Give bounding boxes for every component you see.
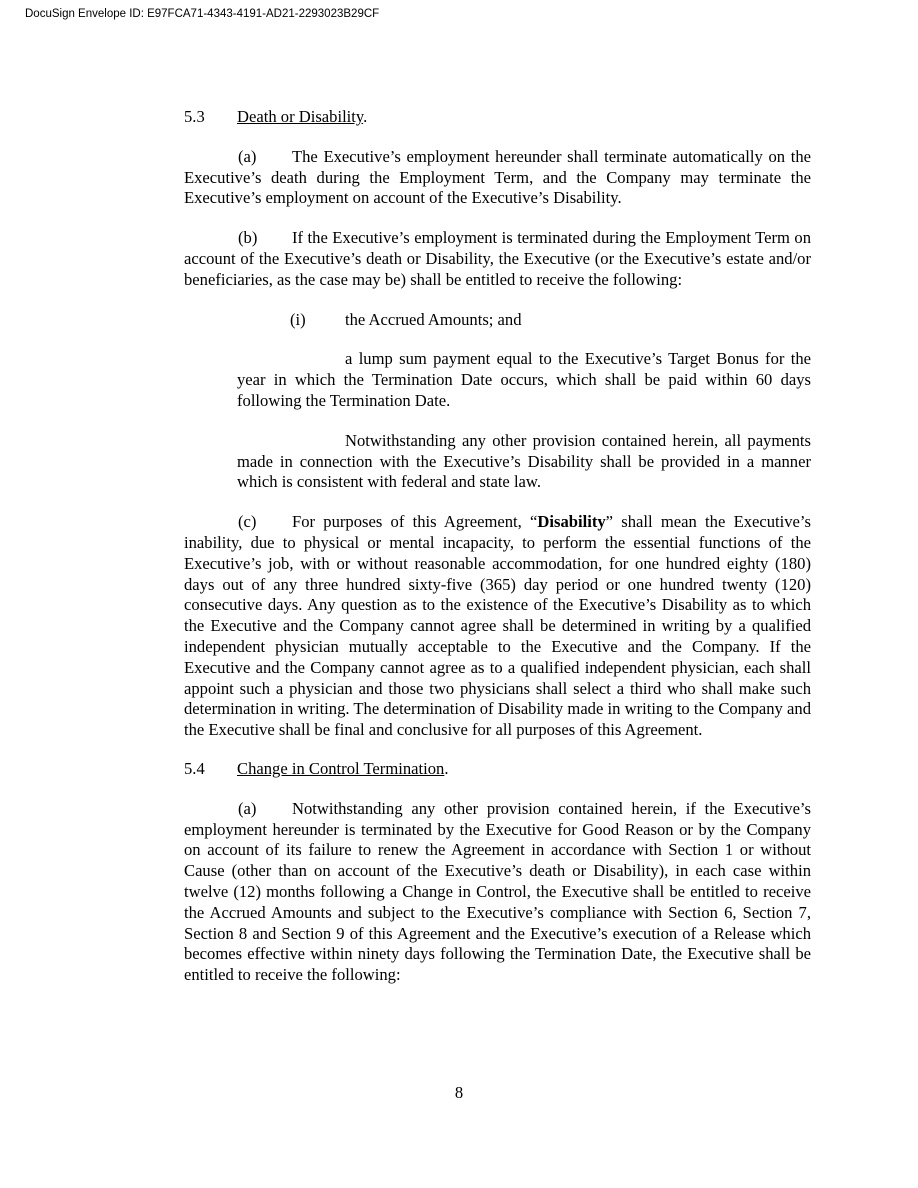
section-number: 5.4 bbox=[184, 758, 205, 778]
list-item-i bbox=[290, 310, 811, 331]
paragraph-5-3-a bbox=[184, 147, 811, 209]
paragraph-text: Notwithstanding any other provision contained herein, if the Executive’s employment hereunder is terminated by the Executive for Good Reason or by the Company on account of its failure to renew the Agreement in accordance with Section 1 or without Cause (other than on account of the Executive’s death or Disability), in each case within twelve (12) months following a Change in Control, the Executive shall be entitled to receive the Accrued Amounts and subject to the Executive’s compliance with Section 6, Section 7, Section 8 and Section 9 of this Agreement and the Executive’s execution of a Release which becomes effective within ninety days following the Termination Date, the Executive shall be entitled to receive the following: bbox=[184, 798, 811, 985]
list-item-text: the Accrued Amounts; and bbox=[345, 309, 522, 329]
paragraph-text: If the Executive’s employment is terminated during the Employment Term on account of the Executive’s death or Disability, the Executive (or the Executive’s estate and/or beneficiaries, as the case may be) shall be entitled to receive the following: bbox=[184, 228, 811, 289]
section-title-period: . bbox=[363, 107, 368, 126]
section-title: Death or Disability bbox=[237, 107, 364, 126]
list-item-label: (i) bbox=[290, 309, 306, 329]
notwithstanding-paragraph: Notwithstanding any other provision contained herein, all payments made in connection with the Executive’s Disability shall be provided in a manner which is consistent with federal and state law. bbox=[237, 430, 811, 492]
section-title-period: . bbox=[444, 758, 449, 778]
page-number: 8 bbox=[454, 1083, 464, 1102]
paragraph-text-pre: For purposes of this Agreement, “ bbox=[292, 512, 538, 532]
defined-term-disability: Disability bbox=[537, 512, 606, 532]
paragraph-text: The Executive’s employment hereunder shall terminate automatically on the Executive’s death during the Employment Term, and the Company may terminate the Executive’s employment on account of the Executive’s Disability. bbox=[184, 146, 811, 208]
section-5-4-heading bbox=[184, 759, 811, 780]
paragraph-text-post: ” shall mean the Executive’s inability, due to physical or mental incapacity, to perform the essential functions of the Executive’s job, with or without reasonable accommodation, for one hundred eighty (180) days out of any three hundred sixty-five (365) day period or one hundred twenty (120) consecutive days. Any question as to the existence of the Executive’s Disability as to which the Executive and the Company cannot agree shall be determined in writing by a qualified independent physician mutually acceptable to the Executive and the Company. If the Executive and the Company cannot agree as to a qualified independent physician, each shall appoint such a physician and those two physicians shall select a third who shall make such determination in writing. The determination of Disability made in writing to the Company and the Executive shall be final and conclusive for all purposes of this Agreement. bbox=[184, 512, 811, 740]
paragraph-label: (a) bbox=[238, 798, 257, 818]
envelope-id: DocuSign Envelope ID: E97FCA71-4343-4191-AD21-2293023B29CF bbox=[25, 8, 380, 20]
paragraph-5-3-b bbox=[184, 228, 811, 290]
paragraph-5-4-a bbox=[184, 799, 811, 986]
paragraph-label: (c) bbox=[238, 512, 257, 532]
section-title: Change in Control Termination bbox=[237, 758, 445, 778]
document-page bbox=[184, 107, 811, 986]
lump-sum-paragraph: a lump sum payment equal to the Executive’s Target Bonus for the year in which the Termination Date occurs, which shall be paid within 60 days following the Termination Date. bbox=[237, 349, 811, 410]
paragraph-label: (b) bbox=[238, 228, 258, 248]
paragraph-5-3-c bbox=[184, 512, 811, 741]
section-number: 5.3 bbox=[184, 107, 205, 126]
paragraph-label: (a) bbox=[238, 146, 257, 166]
section-5-3-heading bbox=[184, 107, 811, 128]
